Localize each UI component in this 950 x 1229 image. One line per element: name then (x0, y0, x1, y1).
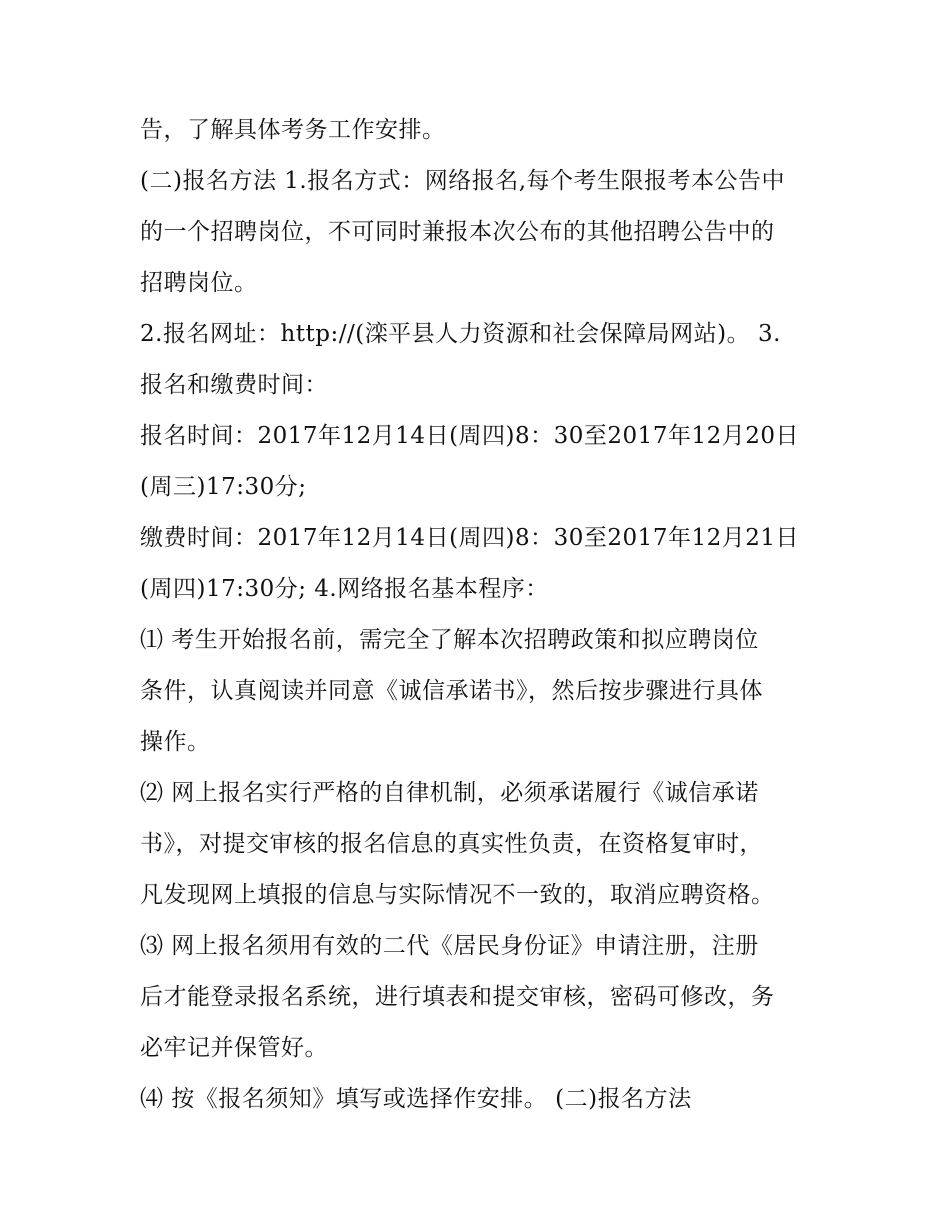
text-line: 缴费时间：2017年12月14日(周四)8：30至2017年12月21日 (140, 525, 799, 551)
text-line: 后才能登录报名系统，进行填表和提交审核，密码可修改，务 (140, 984, 775, 1010)
text-line: 条件，认真阅读并同意《诚信承诺书》，然后按步骤进行具体 (140, 678, 763, 704)
text-line: 的一个招聘岗位，不可同时兼报本次公布的其他招聘公告中的 (140, 219, 775, 245)
text-line: 招聘岗位。 (140, 270, 258, 296)
text-line: 报名和缴费时间： (140, 372, 328, 398)
text-line: ⑴ 考生开始报名前，需完全了解本次招聘政策和拟应聘岗位 (140, 627, 759, 653)
text-line: 必牢记并保管好。 (140, 1035, 328, 1061)
text-line: ⑷ 按《报名须知》填写或选择作安排。 (二)报名方法 (140, 1086, 692, 1112)
text-line: 报名时间：2017年12月14日(周四)8：30至2017年12月20日 (140, 423, 799, 449)
document-body (140, 105, 820, 1125)
text-line: (周三)17:30分; (140, 474, 307, 500)
text-line: 凡发现网上填报的信息与实际情况不一致的，取消应聘资格。 (140, 882, 775, 908)
text-line: ⑶ 网上报名须用有效的二代《居民身份证》申请注册，注册 (140, 933, 759, 959)
text-line: 2.报名网址：http://(滦平县人力资源和社会保障局网站)。 3. (140, 321, 781, 347)
text-line: (周四)17:30分; 4.网络报名基本程序： (140, 576, 549, 602)
text-line: (二)报名方法 1.报名方式：网络报名,每个考生限报考本公告中 (140, 168, 786, 194)
text-line: 告，了解具体考务工作安排。 (140, 117, 446, 143)
text-line: 书》，对提交审核的报名信息的真实性负责，在资格复审时， (140, 831, 763, 857)
text-line: ⑵ 网上报名实行严格的自律机制，必须承诺履行《诚信承诺 (140, 780, 759, 806)
text-line: 操作。 (140, 729, 211, 755)
